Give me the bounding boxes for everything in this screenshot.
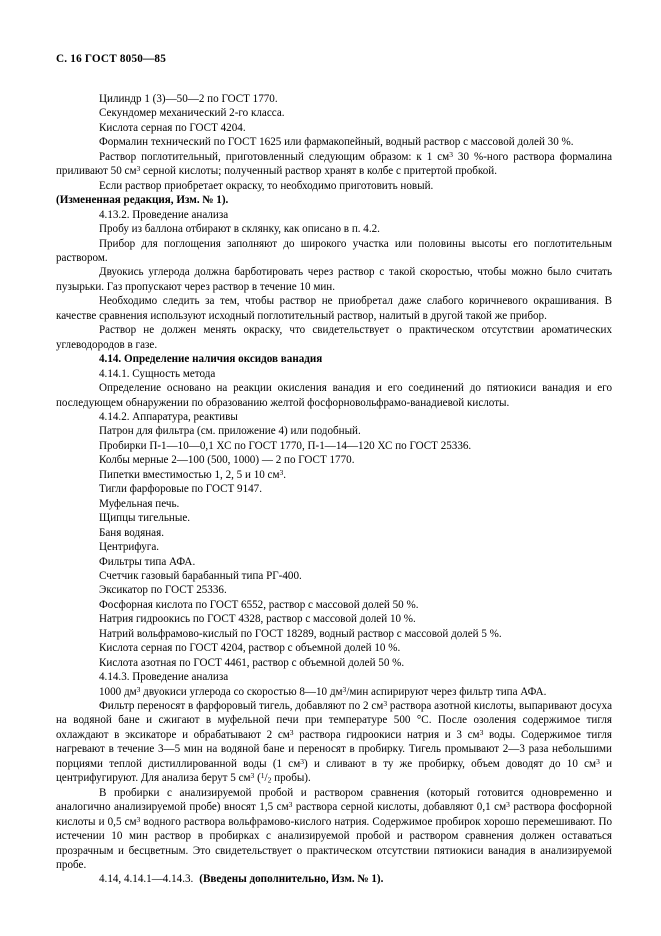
reagent-item-phosphoric-acid: Фосфорная кислота по ГОСТ 6552, раствор с массовой долей 50 %. [99,598,419,611]
text-fragment: Пипетки вместимостью 1, 2, 5 и 10 см [99,468,280,481]
superscript-cubic: 3 [300,756,305,766]
superscript-cubic: 3 [383,698,388,708]
paragraph-formalin: Формалин технический по ГОСТ 1625 или фармакопейный, водный раствор с массовой долей 30 %. [99,136,574,149]
revision-note-1: (Измененная редакция, Изм. № 1). [56,194,229,207]
equipment-line-cylinder: Цилиндр 1 (3)—50—2 по ГОСТ 1770. [99,93,278,105]
superscript-cubic: 3 [279,467,284,477]
text-fragment: ( [254,772,261,785]
equipment-item-filter-cartridge: Патрон для фильтра (см. приложение 4) или подобный. [99,425,361,438]
heading-4-14-3: 4.14.3. Проведение анализа [99,671,229,684]
equipment-item-gas-meter: Счетчик газовый барабанный типа РГ-400. [99,569,302,582]
text-fragment: /мин аспирируют через фильтр типа АФА. [346,685,547,698]
text-fragment: раствора гидроокиси натрия и 3 см [293,728,480,741]
reagent-item-sodium-tungstate: Натрий вольфрамово-кислый по ГОСТ 18289, водный раствор с массовой долей 5 %. [99,627,502,640]
paragraph-no-color-change: Раствор не должен менять окраску, что свидетельствует о практическом отсутствии ароматических углеводородов в газе. [56,324,612,351]
equipment-item-pipettes [56,468,612,482]
heading-4-13-2: 4.13.2. Проведение анализа [99,208,229,221]
text-fragment: двуокиси углерода со скоростью 8—10 дм [140,685,343,698]
paragraph-device-filling: Прибор для поглощения заполняют до широкого участка или половины высоты его поглотительным раствором. [56,237,612,264]
text-fragment: ) и сливают в ту же пробирку, объем доводят до 10 см [304,757,597,770]
revision-note-bold: (Введены дополнительно, Изм. № 1). [199,873,384,886]
fraction-numerator: 1 [260,771,265,781]
superscript-cubic: 3 [506,800,510,810]
superscript-cubic: 3 [136,164,141,174]
paragraph-sampling: Пробу из баллона отбирают в склянку, как описано в п. 4.2. [99,223,380,236]
equipment-item-test-tubes: Пробирки П-1—10—0,1 ХС по ГОСТ 1770, П-1—14—120 ХС по ГОСТ 25336. [99,439,472,452]
superscript-cubic: 3 [479,727,484,737]
revision-clause-refs: 4.14, 4.14.1—4.14.3. [99,873,194,886]
text-fragment: 1000 дм [99,685,137,698]
heading-4-14-1: 4.14.1. Сущность метода [99,367,216,380]
text-fragment: раствора фосфорной кислоты и 0,5 см [56,801,612,828]
fraction-one-half [261,772,272,784]
fraction-denominator: 2 [267,775,272,785]
paragraph-monitoring: Необходимо следить за тем, чтобы раствор не приобретал даже слабого коричневого окрашивания. В качестве сравнения используют исходный поглотительный раствор, налитый в другой такой же прибор. [56,295,612,322]
text-fragment: водного раствора вольфрамово-кислого натрия. Содержимое пробирок хорошо перемешивают. По истечении 10 мин раствор в пробирках с анализируемой пробой и раствором сравнения должен оставаться прозрачным и бесцветным. Это свидетельствует о практическом отсутствии пятиокиси ванадия в анализируемой пробе. [56,815,613,872]
equipment-item-volumetric-flasks: Колбы мерные 2—100 (500, 1000) — 2 по ГОСТ 1770. [99,454,355,467]
equipment-item-crucibles: Тигли фарфоровые по ГОСТ 9147. [99,483,262,496]
reagent-item-sodium-hydroxide: Натрия гидроокись по ГОСТ 4328, раствор с массовой долей 10 %. [99,613,416,626]
document-body [56,92,612,887]
heading-4-14-2: 4.14.2. Аппаратура, реактивы [99,410,238,423]
paragraph-absorbent-solution [56,150,612,179]
text-fragment: Фильтр переносят в фарфоровый тигель, добавляют по 2 см [99,700,384,713]
equipment-line-sulfuric-acid: Кислота серная по ГОСТ 4204. [99,121,246,134]
text-fragment: . [283,468,287,481]
equipment-item-centrifuge: Центрифуга. [99,541,160,554]
text-fragment: 30 %-ного раствора формалина приливают 50 см [56,150,612,178]
equipment-line-stopwatch: Секундомер механический 2-го класса. [99,107,285,120]
equipment-item-afa-filters: Фильтры типа АФА. [99,555,196,568]
superscript-cubic: 3 [596,756,600,766]
superscript-cubic: 3 [449,149,453,159]
paragraph-aspiration [56,685,612,699]
page-header: С. 16 ГОСТ 8050—85 [56,53,167,65]
revision-note-2 [56,872,612,886]
superscript-cubic: 3 [288,800,293,810]
paragraph-prepare-new: Если раствор приобретает окраску, то необходимо приготовить новый. [99,179,434,192]
text-fragment: серной кислоты; полученный раствор хранят в колбе с притертой пробкой. [140,165,497,178]
text-fragment: пробы). [271,772,311,785]
fraction-slash: / [264,772,268,785]
superscript-cubic: 3 [250,771,255,781]
text-fragment: В пробирки с анализируемой пробой и раствором сравнения (который готовится одновременно и аналогично анализируемой пробе) вносят 1,5 см [56,786,612,814]
superscript-cubic: 3 [136,684,141,694]
superscript-cubic: 3 [136,814,141,824]
heading-4-14: 4.14. Определение наличия оксидов ванадия [99,353,323,366]
equipment-item-crucible-tongs: Щипцы тигельные. [99,512,191,525]
equipment-item-muffle-furnace: Муфельная печь. [99,497,180,510]
text-fragment: и центрифугируют. Для анализа берут 5 см [56,757,613,785]
paragraph-procedure [56,699,612,786]
paragraph-bubbling: Двуокись углерода должна барботировать через раствор с такой скоростью, чтобы можно было считать пузырьки. Газ пропускают через раствор в течение 10 мин. [56,266,612,293]
text-fragment: раствора азотной кислоты, выпаривают досуха на водяной бане и сжигают в муфельной печи при температуре 500 °С. После озоления содержимое тигля охлаждают в эксикаторе и обрабатывают 2 см [56,700,612,741]
equipment-item-desiccator: Эксикатор по ГОСТ 25336. [99,584,227,597]
reagent-item-nitric-acid: Кислота азотная по ГОСТ 4461, раствор с объемной долей 50 %. [99,656,405,669]
text-fragment: воды. Содержимое тигля нагревают в течение 3—5 мин на водяной бане и переносят в пробирку. Тигель промывают 2—3 раза небольшими порциями теплой дистиллированной воды (1 см [56,728,612,770]
paragraph-comparison [56,786,612,873]
superscript-cubic: 3 [289,727,294,737]
equipment-item-water-bath: Баня водяная. [99,526,164,539]
reagent-item-sulfuric-acid: Кислота серная по ГОСТ 4204, раствор с объемной долей 10 %. [99,642,401,655]
text-fragment: раствора серной кислоты, добавляют 0,1 см [292,801,507,814]
text-fragment: Раствор поглотительный, приготовленный следующим образом: к 1 см [99,150,450,163]
paragraph-method-essence: Определение основано на реакции окисления ванадия и его соединений до пятиокиси ванадия и его последующем обнаружении по образованию желтой фосфорновольфрамо-ванадиевой кислоты. [56,382,612,409]
superscript-cubic: 3 [342,684,347,694]
